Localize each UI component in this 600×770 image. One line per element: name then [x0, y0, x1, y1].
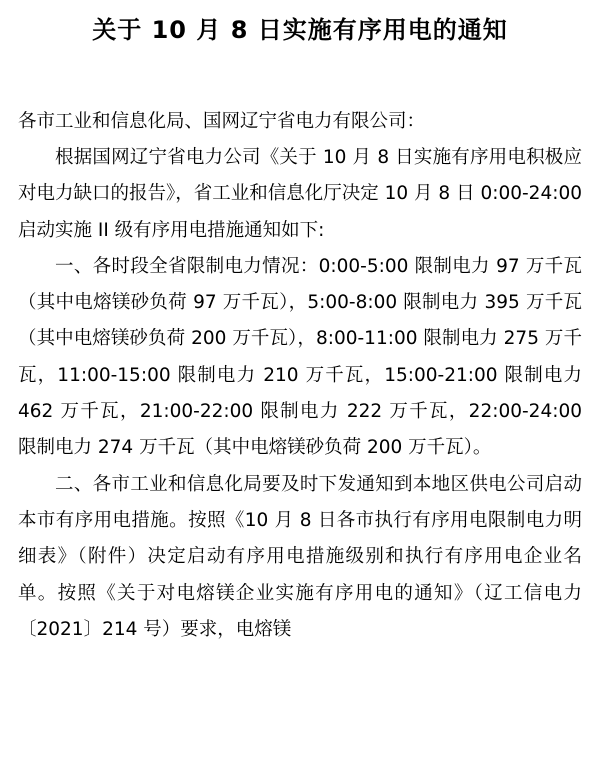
paragraph-section-one: 一、各时段全省限制电力情况：0:00-5:00 限制电力 97 万千瓦（其中电熔镁砂负荷 97 万千瓦），5:00-8:00 限制电力 395 万千瓦（其中电熔镁砂负荷 200 万千瓦），8:00-11:00 限制电力 275 万千瓦，11:00-15:00 限制电力 210 万千瓦，15:00-21:00 限制电力 462 万千瓦，21:00-22:00 限制电力 222 万千瓦，22:00-24:00 限制电力 274 万千瓦（其中电熔镁砂负荷 200 万千瓦）。 — [18, 255, 582, 459]
paragraph-section-two: 二、各市工业和信息化局要及时下发通知到本地区供电公司启动本市有序用电措施。按照《10 月 8 日各市执行有序用电限制电力明细表》（附件）决定启动有序用电措施级别和执行有序用电企业名单。按照《关于对电熔镁企业实施有序用电的通知》（辽工信电力〔2021〕214 号）要求，电熔镁 — [18, 473, 582, 640]
notice-title: 关于 10 月 8 日实施有序用电的通知 — [92, 16, 508, 44]
notice-salutation: 各市工业和信息化局、国网辽宁省电力有限公司： — [18, 111, 426, 132]
paragraph-background: 根据国网辽宁省电力公司《关于 10 月 8 日实施有序用电积极应对电力缺口的报告》，省工业和信息化厅决定 10 月 8 日 0:00-24:00 启动实施 II 级有序用电措施通知如下: — [18, 147, 582, 241]
